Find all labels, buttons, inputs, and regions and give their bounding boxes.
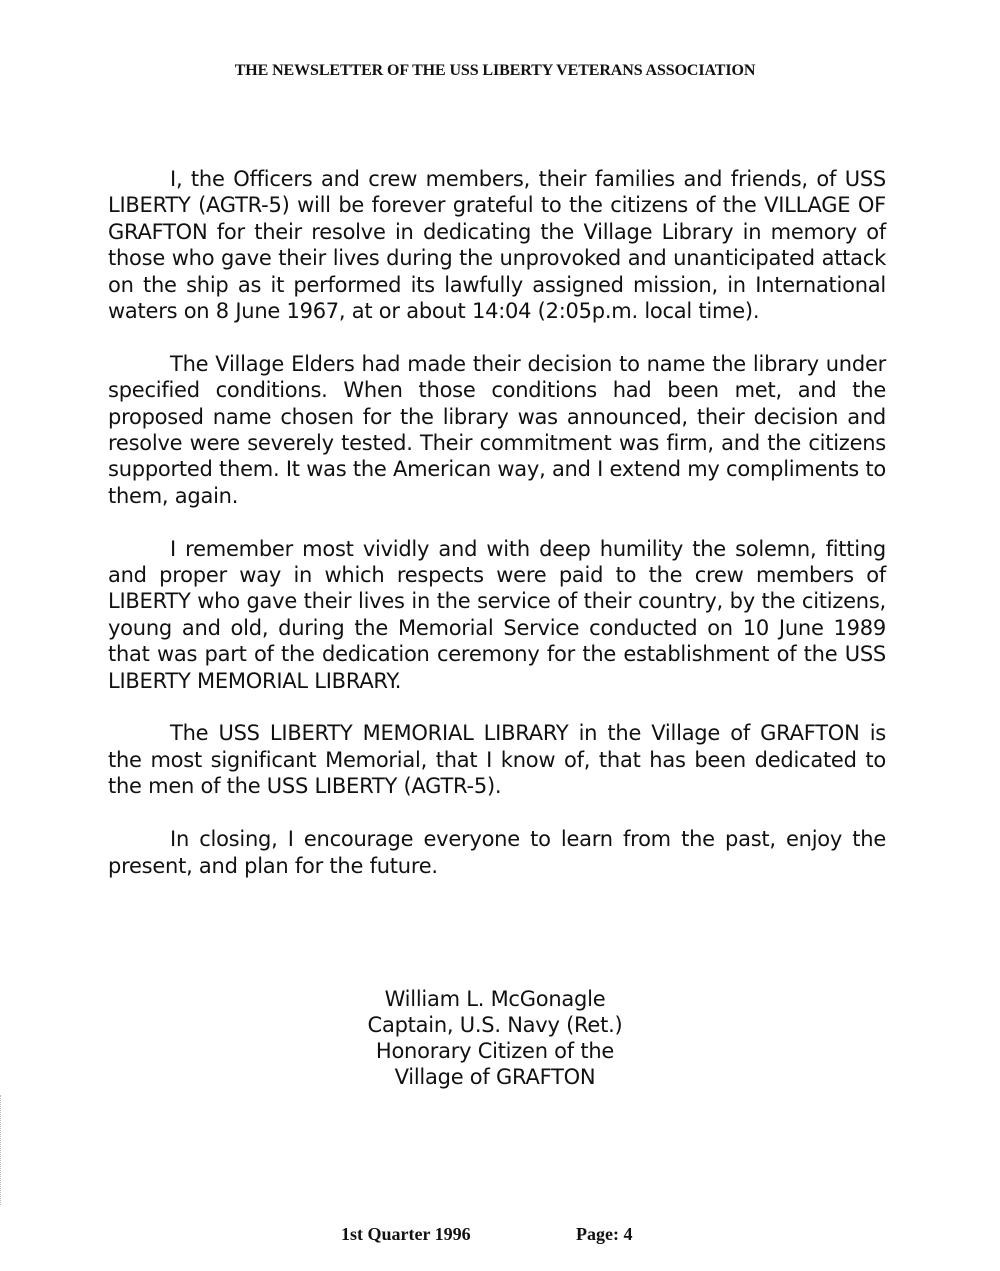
signature-title-line-2: Village of GRAFTON bbox=[394, 1065, 596, 1089]
signature-block bbox=[340, 986, 650, 1090]
paragraph-gratitude: I, the Officers and crew members, their families and friends, of USS LIBERTY (AGTR-5) will be forever grateful to the citizens of the VILLAGE OF GRAFTON for their resolve in dedicating the Village Library in memory of those who gave their lives during the unprovoked and unanticipated attack on the ship as it performed its lawfully assigned mission, in International waters on 8 June 1967, at or about 14:04 (2:05p.m. local time). bbox=[108, 167, 886, 324]
newsletter-header: THE NEWSLETTER OF THE USS LIBERTY VETERANS ASSOCIATION bbox=[234, 62, 756, 79]
letter-body bbox=[108, 166, 886, 905]
paragraph-memorial-service: I remember most vividly and with deep humility the solemn, fitting and proper way in which respects were paid to the crew members of LIBERTY who gave their lives in the service of their country, by the citizens, young and old, during the Memorial Service conducted on 10 June 1989 that was part of the dedication ceremony for the establishment of the USS LIBERTY MEMORIAL LIBRARY. bbox=[108, 536, 886, 693]
paragraph-memorial-library: The USS LIBERTY MEMORIAL LIBRARY in the Village of GRAFTON is the most significant Memorial, that I know of, that has been dedicated to the men of the USS LIBERTY (AGTR-5). bbox=[108, 721, 886, 799]
paragraph-village-elders: The Village Elders had made their decision to name the library under specified conditions. When those conditions had been met, and the proposed name chosen for the library was announced, their decision and resolve were severely tested. Their commitment was firm, and the citizens supported them. It was the American way, and I extend my compliments to them, again. bbox=[108, 351, 886, 508]
signature-rank: Captain, U.S. Navy (Ret.) bbox=[367, 1013, 623, 1037]
signature-name: William L. McGonagle bbox=[384, 987, 606, 1011]
signature-title-line-1: Honorary Citizen of the bbox=[375, 1039, 615, 1063]
page-number: Page: 4 bbox=[576, 1224, 633, 1244]
scan-edge-mark bbox=[0, 1095, 4, 1205]
paragraph-closing: In closing, I encourage everyone to learn from the past, enjoy the present, and plan for the future. bbox=[108, 827, 886, 878]
issue-date: 1st Quarter 1996 bbox=[341, 1224, 471, 1244]
